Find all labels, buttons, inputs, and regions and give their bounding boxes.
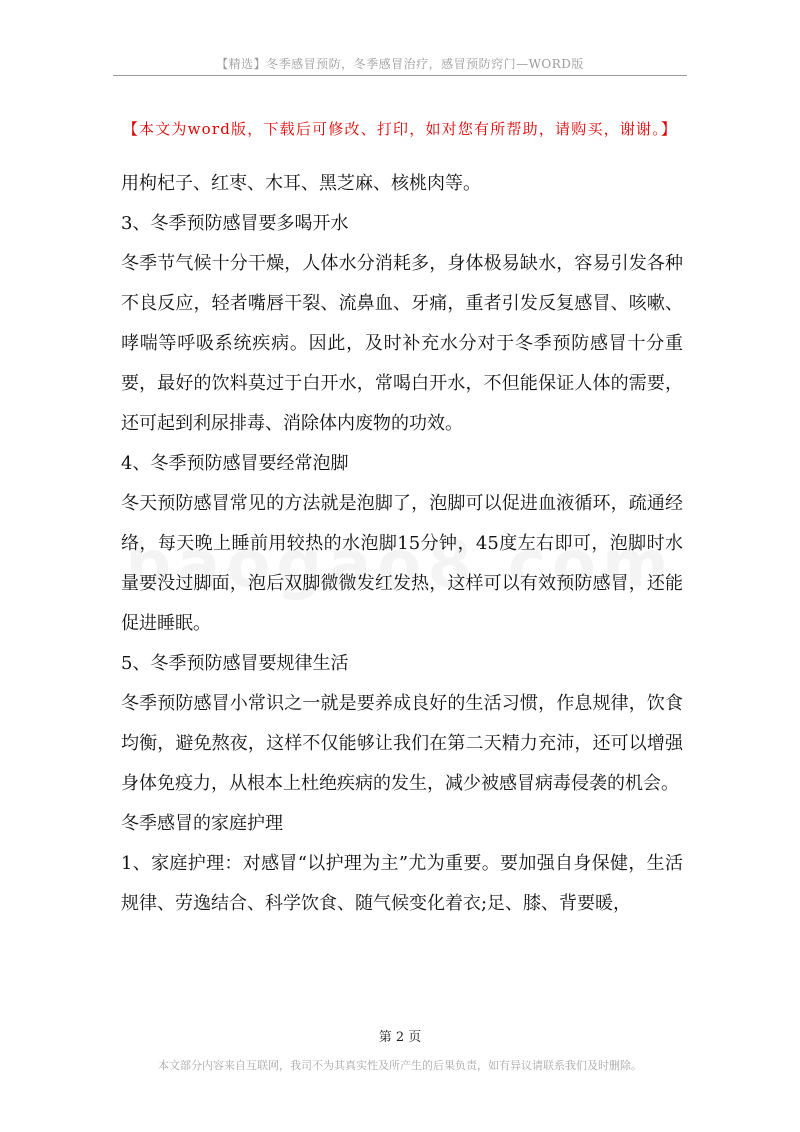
page-header: 【精选】冬季感冒预防，冬季感冒治疗，感冒预防窍门—WORD版 xyxy=(216,57,584,71)
paragraph-drink-water: 冬季节气候十分干燥，人体水分消耗多，身体极易缺水，容易引发各种不良反应，轻者嘴唇干裂、流鼻血、牙痛，重者引发反复感冒、咳嗽、哮喘等呼吸系统疾病。因此，及时补充水分对于冬季预防感冒十分重要，最好的饮料莫过于白开水，常喝白开水，不但能保证人体的需要，还可起到利尿排毒、消除体内废物的功效。 xyxy=(121,253,683,434)
section-heading-home-care: 冬季感冒的家庭护理 xyxy=(121,813,283,834)
page-number: 第 2 页 xyxy=(378,1030,422,1045)
section-heading-3: 3、冬季预防感冒要多喝开水 xyxy=(121,213,349,234)
header-divider xyxy=(113,75,687,76)
paragraph-home-care-1: 1、家庭护理：对感冒“以护理为主”尤为重要。要加强自身保健，生活规律、劳逸结合、科学饮食、随气候变化着衣;足、膝、背要暖， xyxy=(121,853,683,914)
paragraph-regular-life: 冬季预防感冒小常识之一就是要养成良好的生活习惯，作息规律，饮食均衡，避免熬夜，这样不仅能够让我们在第二天精力充沛，还可以增强身体免疫力，从根本上杜绝疾病的发生，减少被感冒病毒侵袭的机会。 xyxy=(121,693,683,794)
paragraph-intro-tail: 用枸杞子、红枣、木耳、黑芝麻、核桃肉等。 xyxy=(121,173,481,194)
download-notice: 【本文为word版，下载后可修改、打印，如对您有所帮助，请购买，谢谢。】 xyxy=(122,120,678,138)
document-body xyxy=(121,164,683,924)
section-heading-5: 5、冬季预防感冒要规律生活 xyxy=(121,653,349,674)
paragraph-foot-soak: 冬天预防感冒常见的方法就是泡脚了，泡脚可以促进血液循环，疏通经络，每天晚上睡前用较热的水泡脚15分钟，45度左右即可，泡脚时水量要没过脚面，泡后双脚微微发红发热，这样可以有效预防感冒，还能促进睡眠。 xyxy=(121,493,683,634)
section-heading-4: 4、冬季预防感冒要经常泡脚 xyxy=(121,453,349,474)
footer-disclaimer: 本文部分内容来自互联网，我司不为其真实性及所产生的后果负责，如有异议请联系我们及时删除。 xyxy=(158,1059,642,1072)
